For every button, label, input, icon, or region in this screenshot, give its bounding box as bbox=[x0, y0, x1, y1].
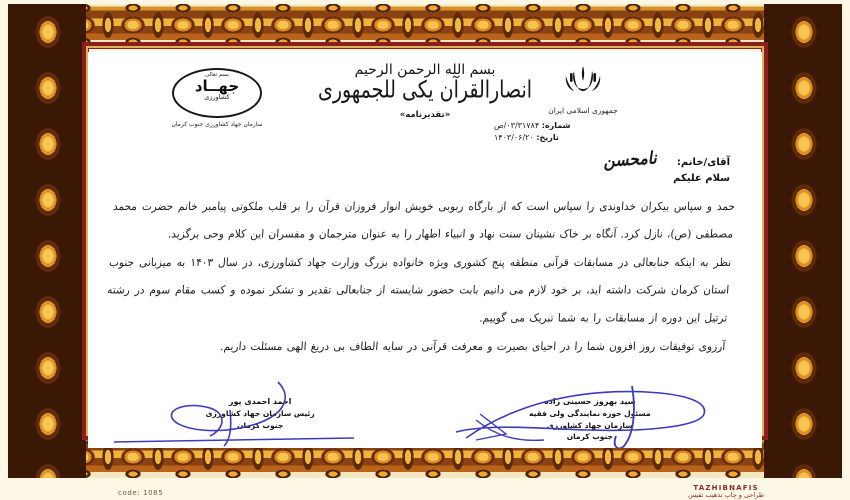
meta-number-label: شماره: bbox=[541, 121, 571, 130]
signatory-role-right-3: جنوب کرمان bbox=[566, 431, 613, 441]
document-type-label: «تقدیرنامه» bbox=[399, 110, 451, 120]
seal-caption: سازمان جهاد کشاورزی جنوب کرمان bbox=[171, 121, 263, 128]
border-band-top bbox=[8, 4, 842, 46]
recipient-row bbox=[114, 150, 730, 170]
signature-area bbox=[114, 396, 736, 442]
jihad-agriculture-seal-icon bbox=[172, 68, 262, 118]
signatory-role-right-1: مسئول حوزه نمایندگی ولی فقیه bbox=[529, 409, 651, 419]
document-meta bbox=[488, 120, 678, 145]
seal-top-text: بسم تعالی bbox=[205, 72, 229, 78]
printer-watermark bbox=[688, 484, 764, 499]
seal-sub-text: کشاورزی bbox=[204, 93, 230, 102]
signatory-role-left-2: جنوب کرمان bbox=[237, 420, 284, 430]
body-paragraph-2: نظر به اینکه جنابعالی در مسابقات قرآنی منطقه پنج کشوری ویژه خانواده بزرگ وزارت جهاد کشاورزی، در سال ۱۴۰۳ به میزبانی جنوب استان کرمان شرکت داشته اید، بر خود لازم می دانیم بابت حضور شایسته از جنابعالی تقدیر و تشکر نموده و کسب مقام سوم در رشته ترتیل این دوره از مسابقات را به شما تبریک می گوییم. bbox=[106, 256, 732, 325]
recipient-title-label: آقای/خانم: bbox=[676, 157, 730, 168]
signature-block-right bbox=[444, 396, 736, 442]
signatory-role-left-1: رئیس سازمان جهاد کشاورزی bbox=[205, 409, 315, 419]
signatory-name-left: احمد احمدی پور bbox=[228, 397, 292, 407]
meta-date-row bbox=[494, 132, 678, 144]
border-band-left bbox=[8, 4, 86, 478]
watermark-persian-text: طراحی و چاپ تذهیب نفیس bbox=[688, 491, 764, 499]
border-band-right bbox=[764, 4, 842, 478]
signature-block-left bbox=[114, 396, 406, 431]
body-paragraph-3: آرزوی توفیقات روز افزون شما را در احیای بصیرت و معرفت قرآنی در سایه الطاف بی دریغ الهی مسئلت داریم. bbox=[219, 340, 726, 354]
certificate-body bbox=[102, 193, 736, 360]
salutation-block bbox=[114, 150, 736, 184]
organization-seal-block bbox=[132, 68, 302, 128]
meta-date-value: ۱۴۰۳/۰۶/۲۰ bbox=[494, 133, 534, 143]
body-paragraph-1: حمد و سپاس بیکران خداوندی را سپاس است که از بارگاه ربوبی خویش انوار فروزان قرآن را بر قلب ملکوتی پیامبر خاتم حضرت محمد مصطفی (ص)، نازل کرد. آنگاه بر خاک نشینان سنت نهاد و انبیاء اطهار را به عنوان مترجمان و مفسران این کلام وحی برگزید. bbox=[112, 200, 736, 241]
meta-number-row bbox=[494, 120, 678, 132]
basmala-calligraphy: بسم الله الرحمن الرحیم bbox=[354, 62, 496, 78]
seal-main-text: جهــاد bbox=[194, 76, 240, 95]
meta-number-value: ۰۳/۳۱۷۸۴/ص bbox=[494, 121, 540, 130]
watermark-latin-text: TAZHIBNAFIS bbox=[693, 484, 759, 492]
title-calligraphy: انصارالقرآن یکی للجمهوری bbox=[317, 76, 533, 104]
greeting-label: سلام علیکم bbox=[673, 173, 730, 184]
document-header bbox=[114, 62, 736, 148]
print-code-label: code: 1085 bbox=[118, 489, 164, 497]
signatory-name-right: سید بهروز حسینی زاده bbox=[544, 397, 636, 407]
paper-area bbox=[88, 52, 762, 448]
meta-date-label: تاریخ: bbox=[536, 133, 559, 143]
recipient-name-handwritten: نامحسن bbox=[603, 148, 658, 172]
emblem-caption: جمهوری اسلامی ایران bbox=[548, 106, 618, 115]
signatory-role-right-2: سازمان جهاد کشاورزی bbox=[547, 420, 633, 430]
